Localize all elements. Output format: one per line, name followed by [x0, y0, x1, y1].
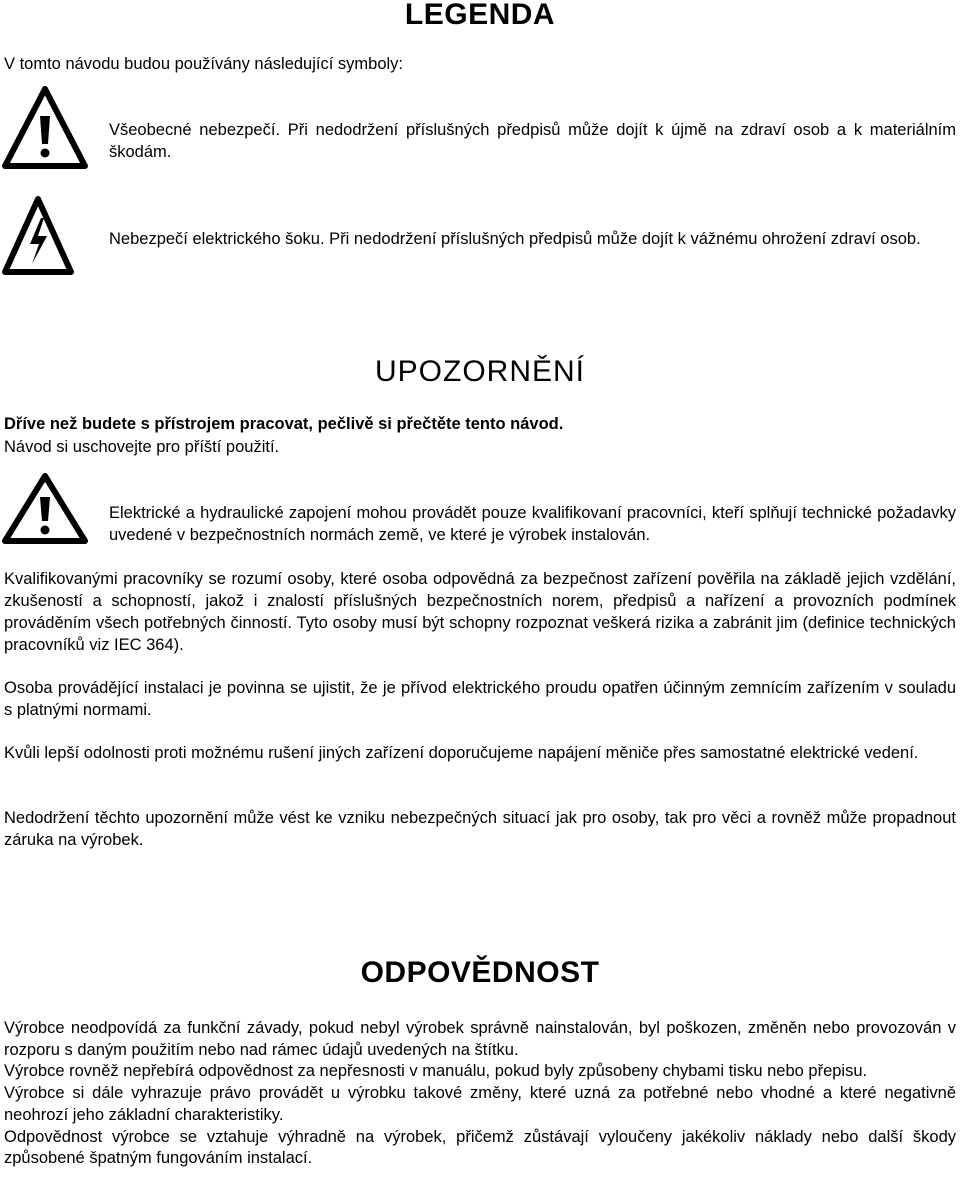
responsibility-title: ODPOVĚDNOST: [360, 956, 600, 989]
responsibility-section: [4, 1018, 956, 1170]
responsibility-paragraph: Výrobce neodpovídá za funkční závady, pokud nebyl výrobek správně nainstalován, byl poškozen, změněn nebo provozován v rozporu s daným použitím nebo nad rámec údajů uvedených na štítku.: [4, 1019, 956, 1059]
qualified-personnel-notice: Elektrické a hydraulické zapojení mohou provádět pouze kvalifikovaní pracovníci, kteří splňují technické požadavky uvedené v bezpečnostních normách země, ve které je výrobek instalován.: [109, 504, 956, 544]
responsibility-paragraph: Odpovědnost výrobce se vztahuje výhradně na výrobek, přičemž zůstávají vyloučeny jakékoliv náklady nebo další škody způsobené špatným fungováním instalací.: [4, 1127, 956, 1168]
read-manual-notice: Dříve než budete s přístrojem pracovat, pečlivě si přečtěte tento návod.: [4, 415, 564, 433]
legend-intro: V tomto návodu budou používány následující symboly:: [4, 55, 403, 73]
legend-item-general-danger: Všeobecné nebezpečí. Při nedodržení příslušných předpisů může dojít k újmě na zdraví osob a k materiálním škodám.: [109, 121, 956, 161]
grounding-paragraph: Osoba provádějící instalaci je povinna se ujistit, že je přívod elektrického proudu opatřen účinným zemnícím zařízením v souladu s platnými normami.: [4, 679, 956, 719]
responsibility-paragraph: Výrobce rovněž nepřebírá odpovědnost za nepřesnosti v manuálu, pokud byly způsobeny chybami tisku nebo přepisu.: [4, 1062, 868, 1081]
legend-item-electric-shock: Nebezpečí elektrického šoku. Při nedodržení příslušných předpisů může dojít k vážnému ohrožení zdraví osob.: [109, 230, 921, 248]
warning-triangle-icon: [2, 86, 88, 175]
keep-manual-notice: Návod si uschovejte pro příští použití.: [4, 438, 280, 456]
power-line-paragraph: Kvůli lepší odolnosti proti možnému rušení jiných zařízení doporučujeme napájení měniče přes samostatné elektrické vedení.: [4, 744, 919, 762]
electric-shock-icon: [2, 196, 74, 281]
legend-title: LEGENDA: [404, 0, 556, 31]
responsibility-paragraph: Výrobce si dále vyhrazuje právo provádět u výrobku takové změny, které uzná za potřebné nebo vhodné a které negativně neohrozí jeho základní charakteristiky.: [4, 1084, 956, 1124]
warning-title: UPOZORNĚNÍ: [374, 355, 585, 388]
warranty-paragraph: Nedodržení těchto upozornění může vést ke vzniku nebezpečných situací jak pro osoby, tak pro věci a rovněž může propadnout záruka na výrobek.: [4, 809, 956, 849]
warning-triangle-icon: [2, 473, 88, 550]
qualified-personnel-paragraph: Kvalifikovanými pracovníky se rozumí osoby, které osoba odpovědná za bezpečnost zařízení pověřila na základě jejich vzdělání, zkušeností a schopností, jakož i znalostí příslušných bezpečnostních norem, předpisů a nařízení a provozních podmínek prováděním všech potřebných činností. Tyto osoby musí být schopny rozpoznat veškerá rizika a zabránit jim (definice technických pracovníků viz IEC 364).: [4, 570, 956, 654]
